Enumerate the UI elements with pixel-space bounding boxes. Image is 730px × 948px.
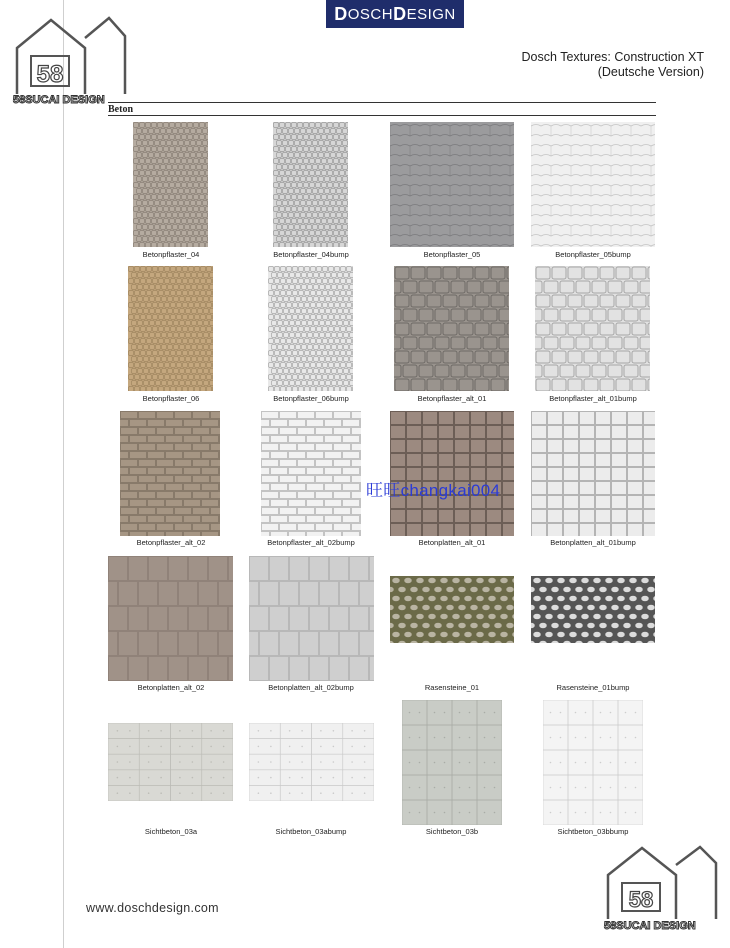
texture-thumbnail[interactable] — [261, 411, 361, 536]
texture-label: Sichtbeton_03b — [425, 827, 479, 836]
texture-image — [133, 122, 208, 247]
document-title — [522, 50, 704, 80]
texture-label: Betonpflaster_04bump — [273, 250, 349, 259]
texture-image — [531, 576, 655, 643]
texture-thumbnail[interactable] — [249, 723, 374, 801]
texture-image — [120, 411, 220, 536]
footer-url: www.doschdesign.com — [86, 901, 219, 915]
texture-label: Betonpflaster_05 — [423, 250, 481, 259]
texture-thumbnail[interactable] — [249, 556, 374, 681]
texture-image — [531, 411, 655, 536]
svg-text:58: 58 — [36, 61, 64, 88]
dosch-design-banner — [326, 0, 464, 28]
texture-thumbnail[interactable] — [402, 700, 502, 825]
header-rule-bottom — [108, 115, 656, 116]
58sucai-logo-top — [13, 16, 128, 108]
texture-image — [535, 266, 650, 391]
texture-label: Sichtbeton_03a — [144, 827, 198, 836]
texture-image — [128, 266, 213, 391]
brand-part-2: ESIGN — [406, 5, 456, 23]
texture-image — [390, 122, 514, 247]
texture-thumbnail[interactable] — [268, 266, 353, 391]
texture-label: Betonplatten_alt_02bump — [268, 683, 354, 692]
texture-thumbnail[interactable] — [531, 411, 655, 536]
texture-thumbnail[interactable] — [120, 411, 220, 536]
house-logo-icon — [13, 16, 128, 96]
texture-thumbnail[interactable] — [108, 723, 233, 801]
texture-label: Sichtbeton_03bbump — [557, 827, 629, 836]
texture-label: Betonpflaster_alt_01bump — [549, 394, 637, 403]
texture-thumbnail[interactable] — [543, 700, 643, 825]
texture-thumbnail[interactable] — [531, 576, 655, 643]
house-logo-icon — [604, 845, 719, 921]
svg-text:58: 58 — [628, 887, 654, 912]
texture-label: Betonpflaster_alt_02bump — [267, 538, 355, 547]
texture-thumbnail[interactable] — [535, 266, 650, 391]
texture-image — [543, 700, 643, 825]
texture-label: Betonpflaster_alt_01 — [417, 394, 487, 403]
texture-thumbnail[interactable] — [128, 266, 213, 391]
texture-label: Betonpflaster_05bump — [555, 250, 631, 259]
watermark-text: 旺旺changkai004 — [366, 481, 501, 500]
texture-label: Rasensteine_01bump — [556, 683, 630, 692]
margin-line — [63, 0, 64, 948]
title-line-2: (Deutsche Version) — [597, 65, 704, 79]
texture-thumbnail[interactable] — [133, 122, 208, 247]
texture-image — [273, 122, 348, 247]
brand-part-1: OSCH — [347, 5, 394, 23]
texture-label: Rasensteine_01 — [424, 683, 480, 692]
texture-label: Betonpflaster_06bump — [273, 394, 349, 403]
texture-thumbnail[interactable] — [394, 266, 509, 391]
logo-text: 58SUCAI DESIGN — [604, 920, 696, 932]
texture-image — [390, 576, 514, 643]
texture-image — [402, 700, 502, 825]
texture-label: Betonpflaster_alt_02 — [136, 538, 206, 547]
texture-label: Betonplatten_alt_02 — [137, 683, 205, 692]
texture-thumbnail[interactable] — [273, 122, 348, 247]
texture-thumbnail[interactable] — [390, 411, 514, 536]
58sucai-logo-bottom — [604, 845, 719, 935]
texture-thumbnail[interactable] — [108, 556, 233, 681]
brand-initial-2: D — [393, 3, 407, 24]
texture-image — [394, 266, 509, 391]
section-title: Beton — [108, 104, 133, 115]
texture-label: Betonpflaster_06 — [142, 394, 200, 403]
header-rule-top — [108, 102, 656, 103]
texture-thumbnail[interactable] — [390, 122, 514, 247]
texture-image — [249, 723, 374, 801]
logo-text: 58SUCAI DESIGN — [13, 94, 105, 106]
texture-label: Betonplatten_alt_01 — [418, 538, 486, 547]
brand-initial-1: D — [334, 3, 348, 24]
texture-label: Sichtbeton_03abump — [275, 827, 347, 836]
texture-image — [249, 556, 374, 681]
texture-image — [390, 411, 514, 536]
title-line-1: Dosch Textures: Construction XT — [521, 50, 704, 64]
texture-image — [108, 556, 233, 681]
texture-image — [268, 266, 353, 391]
texture-image — [261, 411, 361, 536]
texture-image — [531, 122, 655, 247]
texture-thumbnail[interactable] — [390, 576, 514, 643]
texture-label: Betonpflaster_04 — [142, 250, 200, 259]
texture-thumbnail[interactable] — [531, 122, 655, 247]
texture-label: Betonplatten_alt_01bump — [550, 538, 636, 547]
texture-image — [108, 723, 233, 801]
